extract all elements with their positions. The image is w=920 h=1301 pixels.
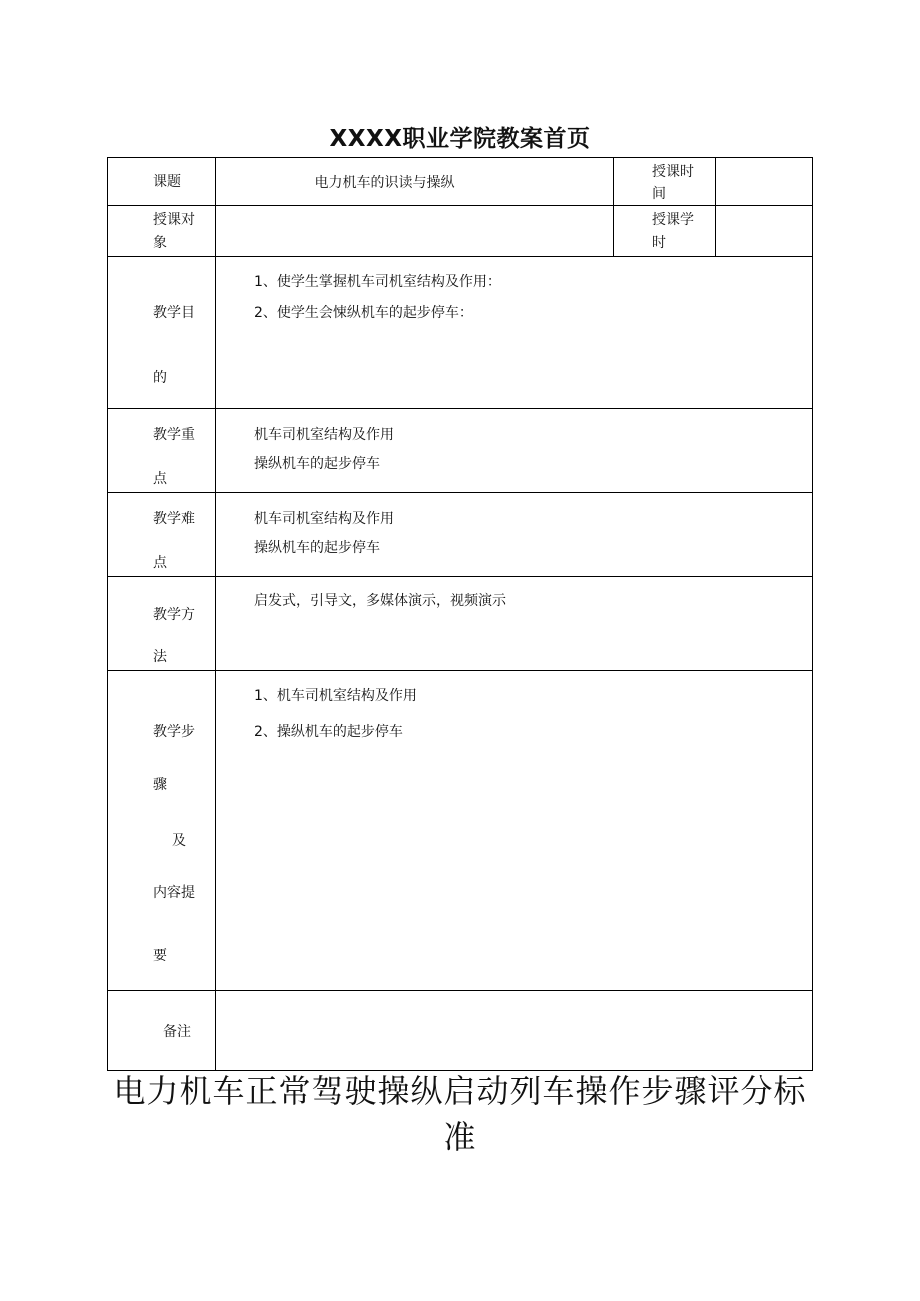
steps-label-line3: 及 [172,833,186,849]
steps-label-line5: 要 [153,948,167,964]
time-label-line1: 授课时 [652,164,694,180]
objectives-row [108,257,813,409]
topic-label: 课题 [153,174,181,190]
objectives-content-cell [216,257,813,409]
hours-value-cell [716,206,813,257]
difficulties-item-1: 机车司机室结构及作用 [254,511,394,527]
steps-item-2: 2、操纵机车的起步停车 [254,724,403,740]
difficulties-item-2: 操纵机车的起步停车 [254,540,380,556]
key-points-row [108,409,813,493]
difficulties-label-line2: 点 [153,555,167,571]
steps-item-1: 1、机车司机室结构及作用 [254,688,417,704]
steps-content-cell [216,671,813,991]
hours-label-line2: 时 [652,235,666,251]
methods-content-cell [216,577,813,671]
steps-label-line1: 教学步 [153,724,195,740]
remarks-row [108,991,813,1071]
objectives-label-cell [108,257,216,409]
key-points-label-line1: 教学重 [153,427,195,443]
steps-label-line4: 内容提 [153,885,195,901]
scoring-standard-heading-line2: 准 [443,1118,477,1156]
methods-item-1: 启发式，引导文，多媒体演示，视频演示 [254,593,506,609]
objectives-item-2: 2、使学生会悚纵机车的起步停车： [254,305,473,321]
key-points-content-cell [216,409,813,493]
time-label-cell [614,158,716,206]
time-label-line2: 间 [652,186,666,202]
lesson-plan-table [107,157,813,1071]
topic-row [108,158,813,206]
topic-value: 电力机车的识读与操纵 [314,175,455,191]
objectives-item-1: 1、使学生掌握机车司机室结构及作用： [254,274,501,290]
remarks-label-cell [108,991,216,1071]
methods-label-line2: 法 [153,649,167,665]
methods-row [108,577,813,671]
audience-label-cell [108,206,216,257]
audience-label-line2: 象 [153,235,167,251]
hours-label-line1: 授课学 [652,212,694,228]
steps-row [108,671,813,991]
methods-label-line1: 教学方 [153,607,195,623]
difficulties-content-cell [216,493,813,577]
audience-row [108,206,813,257]
key-points-item-2: 操纵机车的起步停车 [254,456,380,472]
steps-label-line2: 骤 [153,777,167,793]
remarks-label: 备注 [163,1024,191,1040]
objectives-label-line2: 的 [153,370,167,386]
page-title: XXXX职业学院教案首页 [329,126,591,152]
topic-value-cell [216,158,614,206]
topic-label-cell [108,158,216,206]
hours-label-cell [614,206,716,257]
time-value-cell [716,158,813,206]
key-points-label-cell [108,409,216,493]
difficulties-row [108,493,813,577]
audience-value-cell [216,206,614,257]
methods-label-cell [108,577,216,671]
scoring-standard-heading [0,1068,920,1160]
difficulties-label-cell [108,493,216,577]
key-points-item-1: 机车司机室结构及作用 [254,427,394,443]
difficulties-label-line1: 教学难 [153,511,195,527]
steps-label-cell [108,671,216,991]
audience-label-line1: 授课对 [153,212,195,228]
objectives-label-line1: 教学目 [153,305,195,321]
remarks-content-cell [216,991,813,1071]
key-points-label-line2: 点 [153,471,167,487]
scoring-standard-heading-line1: 电力机车正常驾驶操纵启动列车操作步骤评分标 [113,1072,807,1110]
